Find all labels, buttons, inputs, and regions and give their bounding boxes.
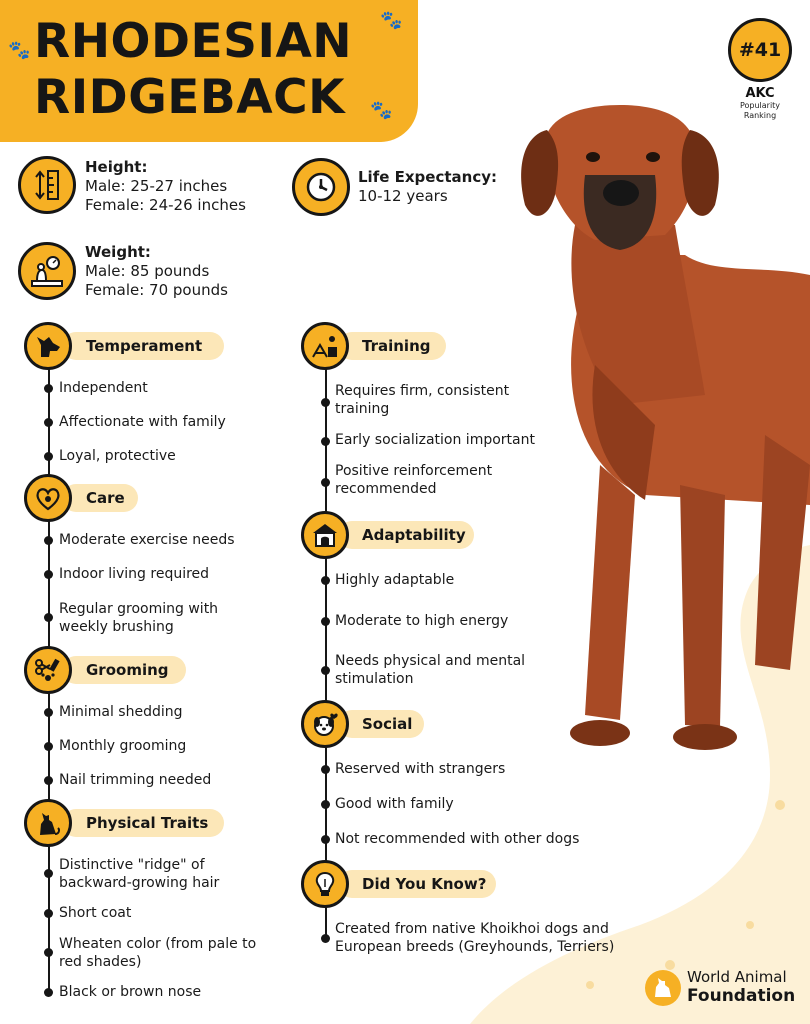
training-item: Positive reinforcement recommended <box>335 463 493 497</box>
dog-head-icon <box>24 322 72 370</box>
bullet-dot <box>321 437 330 446</box>
paw-pattern-icon: 🐾 <box>8 40 31 61</box>
bullet-dot <box>44 909 53 918</box>
lightbulb-icon <box>301 860 349 908</box>
paw-pattern-icon: 🐾 <box>370 100 393 121</box>
popularity-rank-label: AKC Popularity Ranking <box>739 86 781 120</box>
physical-trait-item: Black or brown nose <box>59 984 202 1000</box>
bullet-dot <box>321 934 330 943</box>
bullet-dot <box>44 570 53 579</box>
section-title-physical-traits: Physical Traits <box>62 809 224 837</box>
life-expectancy-stat: Life Expectancy: 10-12 years <box>358 168 497 205</box>
bullet-dot <box>44 708 53 717</box>
bullet-dot <box>44 613 53 622</box>
social-item: Good with family <box>335 796 454 812</box>
grooming-item: Minimal shedding <box>59 704 183 720</box>
bullet-dot <box>44 418 53 427</box>
title-banner <box>0 0 418 142</box>
dog-house-icon <box>301 511 349 559</box>
care-item: Regular grooming with weekly brushing <box>59 601 219 635</box>
height-stat: Height: Male: 25-27 inches Female: 24-26 inches <box>85 158 246 214</box>
adaptability-item: Needs physical and mental stimulation <box>335 653 526 687</box>
temperament-item: Independent <box>59 380 148 396</box>
bullet-dot <box>44 452 53 461</box>
ruler-icon <box>18 156 76 214</box>
training-item: Requires firm, consistent training <box>335 383 510 417</box>
dog-logo-icon <box>645 970 681 1006</box>
bullet-dot <box>44 869 53 878</box>
social-item: Reserved with strangers <box>335 761 506 777</box>
care-item: Indoor living required <box>59 566 210 582</box>
section-title-grooming: Grooming <box>62 656 186 684</box>
bullet-dot <box>321 800 330 809</box>
paw-pattern-icon: 🐾 <box>380 10 403 31</box>
bullet-dot <box>321 478 330 487</box>
clock-icon <box>292 158 350 216</box>
popularity-rank-badge: #41 <box>728 18 792 82</box>
care-item: Moderate exercise needs <box>59 532 235 548</box>
bullet-dot <box>44 742 53 751</box>
bullet-dot <box>321 576 330 585</box>
right-timeline-line <box>325 345 327 940</box>
bullet-dot <box>44 776 53 785</box>
adaptability-item: Highly adaptable <box>335 572 455 588</box>
bullet-dot <box>321 617 330 626</box>
grooming-scissors-icon <box>24 646 72 694</box>
physical-trait-item: Distinctive "ridge" of backward-growing hair <box>59 857 220 891</box>
bullet-dot <box>44 536 53 545</box>
grooming-item: Nail trimming needed <box>59 772 212 788</box>
bullet-dot <box>44 948 53 957</box>
social-item: Not recommended with other dogs <box>335 831 580 847</box>
section-title-care: Care <box>62 484 138 512</box>
section-title-social: Social <box>338 710 424 738</box>
section-title-temperament: Temperament <box>62 332 224 360</box>
grooming-item: Monthly grooming <box>59 738 187 754</box>
training-item: Early socialization important <box>335 432 535 448</box>
weight-stat: Weight: Male: 85 pounds Female: 70 pounds <box>85 243 228 299</box>
adaptability-item: Moderate to high energy <box>335 613 509 629</box>
did-you-know-item: Created from native Khoikhoi dogs and European breeds (Greyhounds, Terriers) <box>335 921 615 955</box>
bullet-dot <box>44 384 53 393</box>
world-animal-foundation-logo: World Animal Foundation <box>645 966 805 1010</box>
bullet-dot <box>321 666 330 675</box>
section-title-did-you-know: Did You Know? <box>338 870 496 898</box>
bullet-dot <box>321 835 330 844</box>
page-title: RHODESIAN RIDGEBACK <box>34 14 353 125</box>
heart-paw-icon <box>24 474 72 522</box>
bullet-dot <box>321 398 330 407</box>
physical-trait-item: Wheaten color (from pale to red shades) <box>59 936 257 970</box>
physical-trait-item: Short coat <box>59 905 132 921</box>
sitting-dog-icon <box>24 799 72 847</box>
dog-face-heart-icon <box>301 700 349 748</box>
section-title-training: Training <box>338 332 446 360</box>
temperament-item: Loyal, protective <box>59 448 176 464</box>
temperament-item: Affectionate with family <box>59 414 226 430</box>
bullet-dot <box>321 765 330 774</box>
section-title-adaptability: Adaptability <box>338 521 474 549</box>
scale-icon <box>18 242 76 300</box>
bullet-dot <box>44 988 53 997</box>
agility-training-icon <box>301 322 349 370</box>
